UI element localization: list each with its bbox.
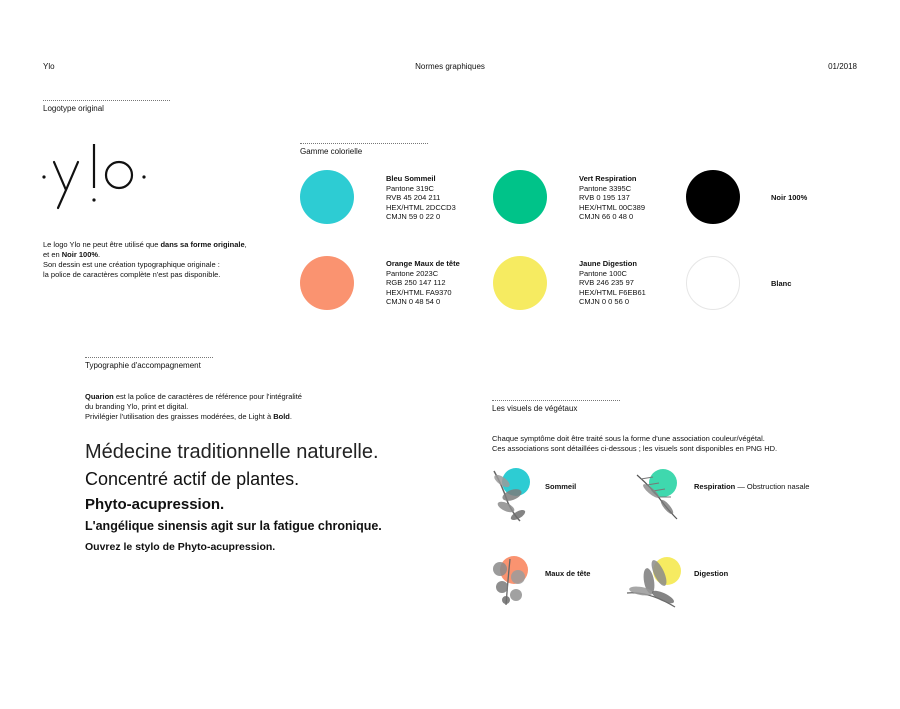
- logo-desc-bold: dans sa forme originale: [160, 240, 245, 249]
- logo-desc-text: Le logo Ylo ne peut être utilisé que: [43, 240, 161, 249]
- plant-visual-sommeil: [488, 465, 534, 523]
- visual-label-respiration: [694, 482, 809, 491]
- visual-label-digestion: Digestion: [694, 569, 729, 578]
- visual-note: — Obstruction nasale: [735, 482, 810, 491]
- visuals-desc-text: Ces associations sont détaillées ci-dessous ; les visuels sont disponibles en PNG HD.: [492, 444, 778, 453]
- color-pantone: Pantone 100C: [579, 268, 627, 278]
- color-name: Bleu Sommeil: [386, 174, 436, 183]
- color-cmjn: CMJN 0 48 54 0: [386, 297, 441, 306]
- color-cmjn: CMJN 0 0 56 0: [579, 297, 630, 306]
- color-hex: HEX/HTML 2DCCD3: [386, 202, 456, 212]
- typo-section-label: Typographie d'accompagnement: [85, 361, 201, 370]
- font-name: Quarion: [85, 392, 114, 401]
- visuals-description: [492, 434, 892, 454]
- color-info-bleu-sommeil: [386, 174, 456, 222]
- color-hex: HEX/HTML FA9370: [386, 287, 452, 297]
- visuals-desc-text: Chaque symptôme doit être traité sous la forme d'une association couleur/végétal.: [492, 434, 765, 443]
- color-rgb: RVB 0 195 137: [579, 193, 630, 202]
- logo-desc-text: , et en: [43, 240, 247, 259]
- typo-sample-medium: Phyto-acupression.: [85, 496, 225, 513]
- divider: [492, 400, 620, 401]
- page-title: Normes graphiques: [415, 62, 485, 71]
- typo-light-word: Light: [248, 412, 265, 421]
- swatch-jaune-digestion: [493, 256, 547, 310]
- color-info-vert-respiration: [579, 174, 645, 222]
- typo-sample-light: Médecine traditionnelle naturelle.: [85, 441, 379, 463]
- typo-intro-text: est la police de caractères de référence pour l'intégralité: [113, 392, 302, 401]
- plant-visual-digestion: [625, 553, 685, 609]
- color-cmjn: CMJN 59 0 22 0: [386, 212, 441, 221]
- visual-label-sommeil: Sommeil: [545, 482, 577, 491]
- typo-intro-text: du branding Ylo, print et digital.: [85, 402, 189, 411]
- color-name: Blanc: [771, 279, 792, 288]
- color-pantone: Pantone 3395C: [579, 183, 632, 193]
- color-rgb: RVB 246 235 97: [579, 278, 634, 287]
- typo-intro-text: .: [289, 412, 292, 421]
- color-name: Orange Maux de tête: [386, 259, 460, 268]
- visual-name: Respiration: [694, 482, 736, 491]
- color-info-jaune: [579, 259, 646, 307]
- visuals-section-label: Les visuels de végétaux: [492, 404, 578, 413]
- color-cmjn: CMJN 66 0 48 0: [579, 212, 634, 221]
- page-date: 01/2018: [828, 62, 857, 71]
- plant-visual-maux-de-tete: [488, 553, 534, 607]
- logo-description: [43, 240, 253, 280]
- color-name: Jaune Digestion: [579, 259, 637, 268]
- swatch-orange-maux-de-tete: [300, 256, 354, 310]
- swatch-blanc: [686, 256, 740, 310]
- color-name: Noir 100%: [771, 193, 808, 202]
- color-info-noir: [771, 193, 807, 203]
- colors-section-label: Gamme colorielle: [300, 147, 363, 156]
- typo-intro: [85, 392, 365, 422]
- swatch-bleu-sommeil: [300, 170, 354, 224]
- typo-sample-regular: Concentré actif de plantes.: [85, 469, 300, 489]
- swatch-noir: [686, 170, 740, 224]
- color-name: Vert Respiration: [579, 174, 637, 183]
- typo-sample-semibold: L'angélique sinensis agit sur la fatigue chronique.: [85, 519, 382, 533]
- color-info-orange: [386, 259, 460, 307]
- logo-desc-bold: Noir 100%: [61, 250, 99, 259]
- plant-visual-respiration: [633, 463, 683, 521]
- logo-desc-text: Son dessin est une création typographique originale :: [43, 260, 220, 269]
- color-hex: HEX/HTML F6EB61: [579, 287, 646, 297]
- divider: [85, 357, 213, 358]
- ylo-logo-graphic: [40, 140, 180, 220]
- color-hex: HEX/HTML 00C389: [579, 202, 645, 212]
- ylo-logo: [40, 140, 180, 220]
- brand-name: Ylo: [43, 62, 55, 71]
- logo-section-label: Logotype original: [43, 104, 104, 113]
- color-rgb: RVB 45 204 211: [386, 193, 441, 202]
- swatch-vert-respiration: [493, 170, 547, 224]
- typo-sample-bold: Ouvrez le stylo de Phyto-acupression.: [85, 541, 276, 553]
- typo-intro-text: Privilégier l'utilisation des graisses modérées, de: [85, 412, 249, 421]
- divider: [43, 100, 170, 101]
- typo-bold-word: Bold: [273, 412, 290, 421]
- color-info-blanc: [771, 279, 791, 289]
- logo-desc-text: .: [98, 250, 101, 259]
- color-rgb: RGB 250 147 112: [386, 278, 446, 287]
- typo-intro-text: à: [264, 412, 274, 421]
- color-pantone: Pantone 2023C: [386, 268, 439, 278]
- logo-desc-text: la police de caractères complète n'est pas disponible.: [43, 270, 221, 279]
- color-pantone: Pantone 319C: [386, 183, 434, 193]
- divider: [300, 143, 428, 144]
- visual-label-maux-de-tete: Maux de tête: [545, 569, 591, 578]
